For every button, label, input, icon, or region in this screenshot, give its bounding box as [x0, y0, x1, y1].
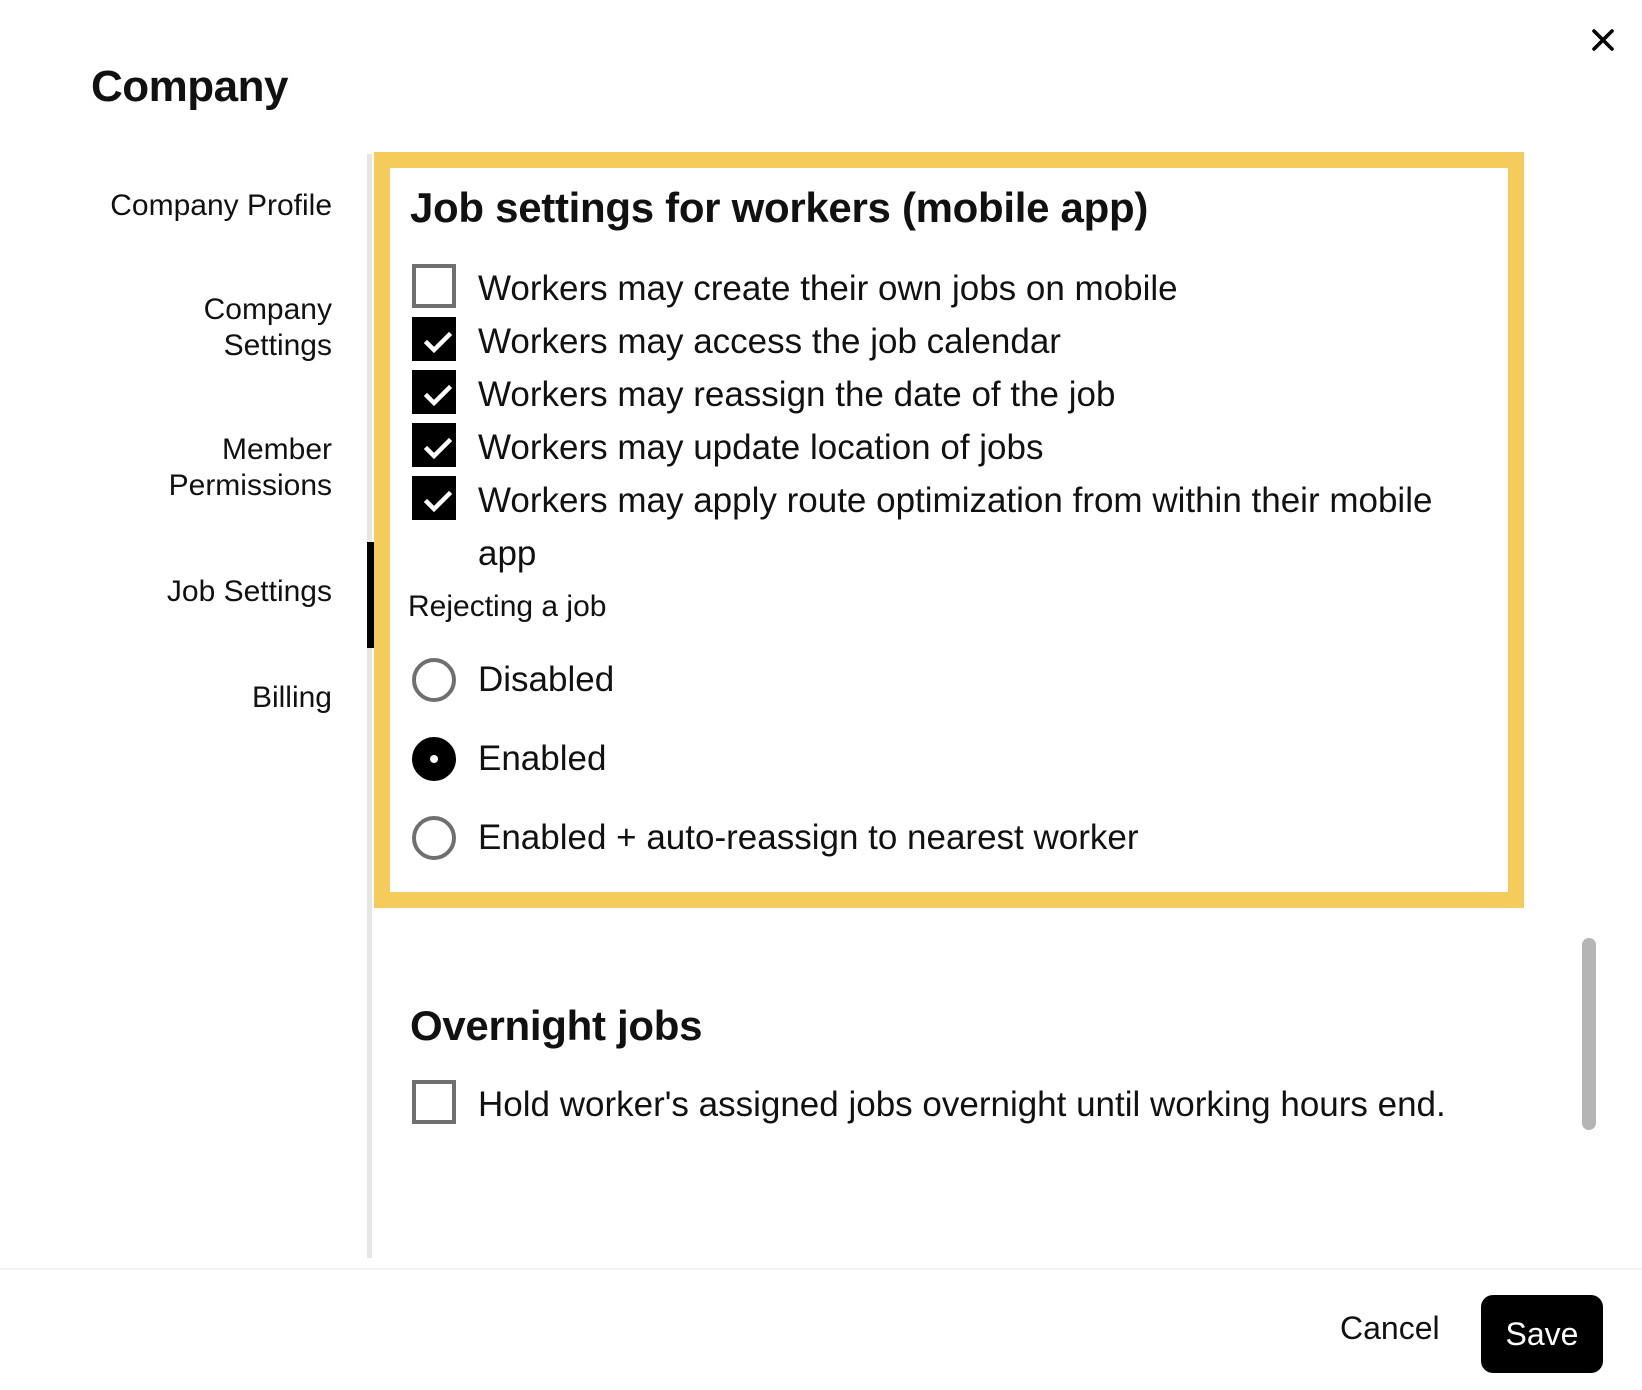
enabled-radio[interactable] — [412, 737, 456, 781]
checkbox-label: Workers may update location of jobs — [478, 428, 1044, 467]
cancel-button[interactable]: Cancel — [1340, 1310, 1440, 1346]
sidebar-item-billing[interactable] — [60, 680, 332, 716]
sidebar-item-label: Job Settings — [166, 575, 332, 608]
sidebar-item-label: Settings — [223, 329, 332, 362]
scrollbar-thumb[interactable] — [1582, 938, 1596, 1130]
checkmark-icon — [420, 325, 456, 361]
sidebar-item-member-permissions[interactable] — [60, 432, 332, 504]
radio-label: Enabled — [478, 739, 607, 778]
rejecting-job-label: Rejecting a job — [408, 590, 607, 623]
access-calendar-checkbox[interactable] — [412, 317, 456, 361]
hold-overnight-checkbox[interactable] — [412, 1080, 456, 1124]
enabled-auto-reassign-radio[interactable] — [412, 816, 456, 860]
close-icon — [1591, 28, 1615, 52]
checkmark-icon — [420, 378, 456, 414]
sidebar-item-company-profile[interactable] — [60, 188, 332, 224]
sidebar-active-indicator — [367, 542, 374, 648]
checkbox-label: Workers may reassign the date of the job — [478, 375, 1116, 414]
reassign-date-checkbox[interactable] — [412, 370, 456, 414]
disabled-radio[interactable] — [412, 658, 456, 702]
sidebar-item-label: Company — [203, 293, 332, 326]
checkmark-icon — [420, 484, 456, 520]
close-button[interactable] — [1585, 22, 1621, 58]
checkbox-label: Hold worker's assigned jobs overnight until working hours end. — [478, 1085, 1446, 1124]
route-optimization-checkbox[interactable] — [412, 476, 456, 520]
checkbox-label: Workers may access the job calendar — [478, 322, 1061, 361]
page-title: Company — [91, 62, 288, 111]
overnight-jobs-title: Overnight jobs — [410, 1002, 703, 1049]
checkbox-label: Workers may apply route optimization from within their mobile app — [478, 481, 1433, 573]
checkmark-icon — [420, 431, 456, 467]
checkbox-label: Workers may create their own jobs on mobile — [478, 269, 1178, 308]
job-settings-title: Job settings for workers (mobile app) — [410, 184, 1149, 231]
sidebar-item-label: Member — [221, 433, 332, 466]
save-button[interactable]: Save — [1481, 1295, 1603, 1373]
sidebar-item-label: Permissions — [168, 469, 332, 502]
sidebar-divider — [367, 154, 372, 1258]
sidebar-item-company-settings[interactable] — [60, 292, 332, 364]
create-jobs-checkbox[interactable] — [412, 264, 456, 308]
update-location-checkbox[interactable] — [412, 423, 456, 467]
sidebar-item-label: Company Profile — [110, 189, 332, 222]
radio-label: Disabled — [478, 660, 615, 699]
footer-divider — [0, 1268, 1642, 1270]
sidebar-item-job-settings[interactable] — [60, 574, 332, 610]
sidebar-item-label: Billing — [251, 681, 332, 714]
radio-label: Enabled + auto-reassign to nearest worker — [478, 818, 1139, 857]
